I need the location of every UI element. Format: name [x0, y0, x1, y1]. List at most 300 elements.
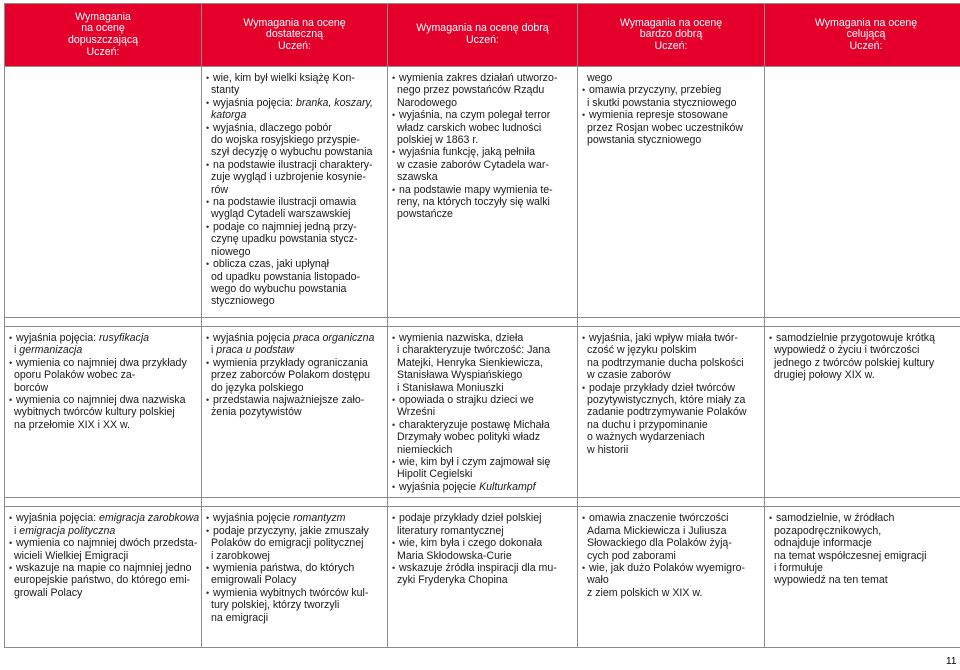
- bullet-item: [206, 525, 384, 537]
- term-text: praca organiczna: [293, 332, 375, 344]
- bullet-icon: •: [582, 85, 586, 96]
- line-text: wymienia co najmniej dwa nazwiska: [16, 394, 186, 407]
- bullet-icon: •: [9, 562, 13, 573]
- line-text: wymienia zakres działań utworzo-: [399, 72, 558, 84]
- table-cell: [388, 327, 578, 498]
- bullet-item: [206, 196, 384, 208]
- text-line: [769, 369, 960, 381]
- line-text: od upadku powstania listopado-: [211, 270, 361, 283]
- bullet-icon: •: [392, 419, 396, 430]
- bullet-item: [582, 512, 761, 524]
- line-text: wymienia przykłady ograniczania: [213, 356, 368, 369]
- text-line: [582, 369, 761, 381]
- bullet-icon: •: [582, 513, 586, 524]
- line-text: wyjaśnia pojęcia:: [16, 332, 100, 344]
- line-text: Matejki, Henryka Sienkiewicza,: [397, 356, 544, 369]
- text-line: [582, 97, 761, 109]
- header-line: Uczeń:: [278, 39, 311, 52]
- line-text: wymienia wybitnych twórców kul-: [213, 586, 369, 599]
- line-text: i: [14, 344, 20, 357]
- bullet-icon: •: [206, 525, 210, 536]
- line-text: podaje co najmniej jedną przy-: [213, 220, 357, 233]
- bullet-item: [582, 562, 761, 574]
- bullet-icon: •: [206, 562, 210, 573]
- term-text: emigracja zarobkowa: [99, 512, 200, 525]
- text-line: [206, 283, 384, 295]
- header-row: [5, 4, 960, 67]
- line-text: przedstawia najważniejsze zało-: [213, 394, 365, 407]
- line-text: zadanie podtrzymywanie Polaków: [587, 406, 747, 419]
- table-cell: [388, 67, 578, 318]
- text-line: [392, 574, 574, 586]
- line-text: charakteryzuje postawę Michała: [399, 418, 550, 431]
- text-line: [206, 134, 384, 146]
- line-text: cych pod zaborami: [587, 549, 676, 562]
- bullet-icon: •: [392, 457, 396, 468]
- line-text: i: [211, 344, 217, 357]
- line-text: wymienia państwa, do których: [213, 561, 355, 574]
- line-text: jednego z twórców polskiej kultury: [774, 356, 935, 369]
- line-text: styczniowego: [211, 295, 275, 308]
- line-text: do języka polskiego: [211, 381, 304, 394]
- text-line: [392, 357, 574, 369]
- bullet-item: [392, 332, 574, 344]
- text-line: [206, 599, 384, 611]
- text-line: [392, 550, 574, 562]
- bullet-item: [392, 419, 574, 431]
- text-line: [769, 550, 960, 562]
- table-cell: [5, 67, 202, 318]
- line-text: wyjaśnia pojęcia:: [16, 512, 100, 525]
- bullet-item: [392, 512, 574, 524]
- line-text: na przełomie XIX i XX w.: [14, 418, 130, 431]
- line-text: wego: [587, 72, 613, 84]
- line-text: wie, jak dużo Polaków wyemigro-: [589, 561, 746, 574]
- line-text: wypowiedź na ten temat: [774, 574, 888, 587]
- text-line: [582, 550, 761, 562]
- line-text: w historii: [587, 443, 629, 456]
- line-text: przez zaborców Polakom dostępu: [211, 369, 370, 382]
- header-line: Uczeń:: [86, 45, 120, 58]
- line-text: europejskie państwo, do którego emi-: [14, 574, 191, 587]
- line-text: growali Polacy: [14, 586, 83, 599]
- line-text: z ziem polskich w XIX w.: [587, 586, 703, 599]
- line-text: rów: [211, 183, 229, 196]
- line-text: oporu Polaków wobec za-: [14, 369, 136, 382]
- bullet-icon: •: [392, 333, 396, 343]
- bullet-item: [769, 512, 960, 524]
- bullet-icon: •: [206, 587, 210, 598]
- text-line: [769, 574, 960, 586]
- text-line: [582, 344, 761, 356]
- header-text: [765, 18, 960, 53]
- bullet-item: [206, 587, 384, 599]
- header-text: [578, 18, 764, 53]
- bullet-item: [392, 72, 574, 84]
- page-number: 11: [946, 656, 957, 667]
- header-cell-grade-6: [765, 4, 960, 67]
- header-line: Wymagania na ocenę: [243, 16, 346, 29]
- bullet-item: [582, 382, 761, 394]
- line-text: oblicza czas, jaki upłynął: [213, 258, 329, 271]
- line-text: Maria Skłodowska-Curie: [397, 549, 512, 562]
- header-line: Wymagania na ocenę dobrą: [416, 22, 549, 35]
- text-line: [392, 406, 574, 418]
- bullet-icon: •: [582, 110, 586, 121]
- line-text: wie, kim był wielki książę Kon-: [213, 72, 355, 84]
- term-text: Kulturkampf: [479, 480, 536, 493]
- bullet-item: [9, 394, 198, 406]
- term-text: branka, koszary,: [296, 96, 373, 109]
- line-text: wie, kim był i czym zajmował się: [399, 456, 551, 469]
- bullet-icon: •: [206, 159, 210, 170]
- term-text: katorga: [211, 109, 247, 122]
- table-cell: [765, 507, 960, 648]
- bullet-icon: •: [206, 259, 210, 270]
- header-line: dostateczną: [265, 28, 324, 41]
- line-text: do wojska rosyjskiego przyspie-: [211, 134, 360, 147]
- line-text: borców: [14, 381, 49, 394]
- text-line: [9, 550, 198, 562]
- bullet-item: [206, 512, 384, 524]
- line-text: na podtrzymanie ducha polskości: [587, 356, 744, 369]
- text-line: [582, 537, 761, 549]
- text-line: [206, 208, 384, 220]
- text-line: [206, 406, 384, 418]
- bullet-icon: •: [206, 97, 210, 108]
- header-line: Uczeń:: [466, 34, 499, 46]
- header-line: Wymagania na ocenę: [814, 16, 918, 29]
- bullet-icon: •: [392, 73, 396, 83]
- term-text: romantyzm: [293, 512, 346, 525]
- bullet-item: [392, 481, 574, 493]
- text-line: [392, 369, 574, 381]
- bullet-item: [392, 537, 574, 549]
- line-text: wyjaśnia pojęcie: [213, 512, 294, 525]
- line-text: Stanisława Wyspiańskiego: [397, 369, 523, 382]
- table-cell: [202, 327, 388, 498]
- line-text: na duchu i przypominanie: [587, 418, 708, 431]
- text-line: [582, 72, 761, 84]
- bullet-item: [392, 562, 574, 574]
- table-cell: [765, 67, 960, 318]
- bullet-item: [206, 159, 384, 171]
- header-text: [202, 18, 387, 53]
- line-text: na podstawie ilustracji omawia: [213, 196, 357, 209]
- line-text: żenia pozytywistów: [211, 406, 302, 419]
- line-text: wego do wybuchu powstania: [211, 282, 347, 295]
- line-text: opowiada o strajku dzieci we: [399, 394, 534, 407]
- table-cell: [5, 327, 202, 498]
- text-line: [582, 357, 761, 369]
- header-text: [388, 23, 577, 46]
- line-text: wyjaśnia pojęcia: [213, 332, 294, 344]
- text-line: [9, 406, 198, 418]
- line-text: podaje przykłady dzieł polskiej: [399, 512, 542, 525]
- text-line: [392, 171, 574, 183]
- text-line: [582, 122, 761, 134]
- table-row: [5, 67, 960, 318]
- line-text: wyjaśnia, jaki wpływ miała twór-: [589, 332, 738, 344]
- bullet-icon: •: [392, 395, 396, 406]
- header-cell-grade-2: [5, 4, 202, 67]
- bullet-icon: •: [392, 184, 396, 195]
- line-text: samodzielnie przygotowuje krótką: [776, 332, 935, 344]
- text-line: [582, 431, 761, 443]
- bullet-item: [206, 122, 384, 134]
- line-text: Adama Mickiewicza i Juliusza: [587, 524, 727, 537]
- line-text: Słowackiego dla Polaków żyją-: [587, 537, 732, 550]
- bullet-item: [582, 84, 761, 96]
- line-text: wskazuje źródła inspiracji dla mu-: [399, 561, 557, 574]
- text-line: [582, 419, 761, 431]
- table-cell: [578, 67, 765, 318]
- term-text: germanizacja: [19, 344, 83, 357]
- text-line: [392, 97, 574, 109]
- line-text: Narodowego: [397, 96, 458, 109]
- bullet-icon: •: [206, 513, 210, 524]
- line-text: wymienia co najmniej dwóch przedsta-: [16, 537, 198, 550]
- line-text: stanty: [211, 84, 240, 97]
- text-line: [206, 574, 384, 586]
- bullet-item: [392, 146, 574, 158]
- term-text: praca u podstaw: [216, 344, 295, 357]
- text-line: [9, 574, 198, 586]
- text-line: [392, 208, 574, 220]
- line-text: na podstawie ilustracji charaktery-: [213, 158, 373, 171]
- text-line: [206, 233, 384, 245]
- line-text: omawia przyczyny, przebieg: [589, 84, 722, 97]
- line-text: i skutki powstania styczniowego: [587, 96, 737, 109]
- table-row: [5, 507, 960, 648]
- requirements-table: [4, 3, 960, 648]
- line-text: polskiej w 1863 r.: [397, 134, 479, 147]
- line-text: Hipolit Cegielski: [397, 468, 473, 481]
- line-text: szawska: [397, 171, 438, 184]
- text-line: [582, 444, 761, 456]
- line-text: i zarobkowej: [211, 549, 270, 562]
- text-line: [582, 525, 761, 537]
- line-text: na podstawie mapy wymienia te-: [399, 183, 553, 196]
- bullet-item: [9, 512, 198, 524]
- line-text: wypowiedź o życiu i twórczości: [774, 344, 920, 357]
- bullet-icon: •: [392, 513, 396, 524]
- bullet-icon: •: [9, 395, 13, 406]
- header-line: Wymagania na ocenę: [619, 16, 723, 29]
- line-text: i Stanisława Moniuszki: [397, 381, 504, 394]
- line-text: nego przez powstańców Rządu: [397, 84, 545, 97]
- text-line: [392, 159, 574, 171]
- text-line: [582, 134, 761, 146]
- text-line: [392, 134, 574, 146]
- text-line: [582, 394, 761, 406]
- line-text: odnajduje informacje: [774, 537, 872, 550]
- text-line: [206, 246, 384, 258]
- line-text: wskazuje na mapie co najmniej jedno: [16, 561, 192, 574]
- line-text: wybitnych twórców kultury polskiej: [14, 406, 175, 419]
- line-text: wyjaśnia, dlaczego pobór: [213, 121, 332, 134]
- line-text: pozytywistycznych, które miały za: [587, 394, 746, 407]
- text-line: [206, 295, 384, 307]
- bullet-icon: •: [9, 538, 13, 549]
- text-line: [9, 382, 198, 394]
- text-line: [392, 525, 574, 537]
- text-line: [206, 612, 384, 624]
- line-text: emigrowali Polacy: [211, 574, 297, 587]
- line-text: Polaków do emigracji politycznej: [211, 537, 364, 550]
- bullet-icon: •: [582, 562, 586, 573]
- bullet-item: [392, 456, 574, 468]
- term-text: rusyfikacja: [99, 332, 150, 344]
- line-text: wymienia co najmniej dwa przykłady: [16, 356, 187, 369]
- line-text: o ważnych wydarzeniach: [587, 431, 705, 444]
- bullet-item: [206, 332, 384, 344]
- line-text: powstańcze: [397, 208, 453, 221]
- bullet-item: [206, 72, 384, 84]
- text-line: [206, 382, 384, 394]
- header-cell-grade-4: [388, 4, 578, 67]
- line-text: literatury romantycznej: [397, 524, 504, 537]
- table-row: [5, 327, 960, 498]
- line-text: wymienia represje stosowane: [589, 109, 728, 122]
- bullet-item: [392, 394, 574, 406]
- bullet-item: [206, 357, 384, 369]
- line-text: niemieckich: [397, 443, 453, 456]
- line-text: wie, kim była i czego dokonała: [399, 537, 543, 550]
- text-line: [206, 146, 384, 158]
- text-line: [769, 344, 960, 356]
- bullet-icon: •: [582, 382, 586, 393]
- line-text: wyjaśnia pojęcia:: [213, 96, 297, 109]
- line-text: wyjaśnia funkcję, jaką pełniła: [399, 146, 536, 159]
- text-line: [392, 382, 574, 394]
- text-line: [206, 84, 384, 96]
- table-cell: [5, 507, 202, 648]
- bullet-item: [206, 97, 384, 109]
- line-text: i formułuje: [774, 561, 823, 574]
- header-line: Wymagania: [75, 10, 131, 23]
- text-line: [9, 369, 198, 381]
- header-line: bardzo dobrą: [639, 28, 703, 41]
- bullet-icon: •: [582, 333, 586, 343]
- bullet-item: [9, 562, 198, 574]
- text-line: [582, 406, 761, 418]
- text-line: [769, 357, 960, 369]
- line-text: w czasie zaborów: [587, 369, 671, 382]
- text-line: [582, 587, 761, 599]
- line-text: wymienia nazwiska, dzieła: [399, 332, 524, 344]
- text-line: [206, 537, 384, 549]
- line-text: reny, na których toczyły się walki: [397, 196, 550, 209]
- line-text: wygląd Cytadeli warszawskiej: [211, 208, 351, 221]
- table-cell: [388, 507, 578, 648]
- line-text: władz carskich wobec ludności: [397, 121, 542, 134]
- line-text: czynę upadku powstania stycz-: [211, 233, 358, 246]
- bullet-icon: •: [9, 357, 13, 368]
- header-cell-grade-3: [202, 4, 388, 67]
- bullet-icon: •: [392, 481, 396, 492]
- line-text: omawia znaczenie twórczości: [589, 512, 729, 525]
- line-text: wicieli Wielkiej Emigracji: [14, 549, 129, 562]
- text-line: [206, 344, 384, 356]
- bullet-icon: •: [392, 110, 396, 121]
- bullet-icon: •: [206, 333, 210, 343]
- text-line: [769, 537, 960, 549]
- bullet-icon: •: [392, 538, 396, 549]
- text-line: [206, 271, 384, 283]
- line-text: i: [14, 524, 20, 537]
- line-text: wyjaśnia, na czym polegał terror: [399, 109, 551, 122]
- line-text: przez Rosjan wobec uczestników: [587, 121, 744, 134]
- text-line: [392, 196, 574, 208]
- bullet-icon: •: [769, 513, 773, 524]
- bullet-icon: •: [206, 122, 210, 133]
- line-text: na emigracji: [211, 611, 269, 624]
- bullet-icon: •: [206, 221, 210, 232]
- line-text: pozapodręcznikowych,: [774, 524, 882, 537]
- bullet-item: [206, 394, 384, 406]
- bullet-item: [9, 357, 198, 369]
- bullet-icon: •: [9, 513, 13, 524]
- text-line: [9, 419, 198, 431]
- text-line: [582, 574, 761, 586]
- table-cell: [202, 507, 388, 648]
- line-text: Wrześni: [397, 406, 436, 419]
- bullet-icon: •: [392, 562, 396, 573]
- line-text: i charakteryzuje twórczość: Jana: [397, 344, 551, 357]
- bullet-item: [206, 258, 384, 270]
- line-text: wało: [587, 574, 609, 587]
- bullet-icon: •: [9, 333, 13, 343]
- text-line: [206, 171, 384, 183]
- table-cell: [578, 507, 765, 648]
- table-cell: [765, 327, 960, 498]
- text-line: [392, 431, 574, 443]
- bullet-item: [582, 332, 761, 344]
- text-line: [392, 344, 574, 356]
- line-text: szył decyzję o wybuchu powstania: [211, 146, 373, 159]
- text-line: [206, 109, 384, 121]
- row-spacer: [5, 498, 960, 507]
- header-line: dopuszczającą: [67, 34, 139, 46]
- header-line: na ocenę: [81, 22, 125, 35]
- header-line: Uczeń:: [654, 39, 688, 52]
- text-line: [206, 184, 384, 196]
- header-text: [5, 12, 201, 58]
- text-line: [769, 562, 960, 574]
- header-cell-grade-5: [578, 4, 765, 67]
- bullet-item: [769, 332, 960, 344]
- line-text: drugiej połowy XIX w.: [774, 369, 875, 382]
- line-text: na temat współczesnej emigracji: [774, 549, 927, 562]
- text-line: [392, 468, 574, 480]
- text-line: [769, 525, 960, 537]
- line-text: tury polskiej, którzy tworzyli: [211, 599, 340, 612]
- bullet-icon: •: [206, 357, 210, 368]
- text-line: [392, 444, 574, 456]
- bullet-item: [582, 109, 761, 121]
- bullet-item: [206, 221, 384, 233]
- line-text: samodzielnie, w źródłach: [776, 512, 895, 525]
- bullet-item: [206, 562, 384, 574]
- line-text: podaje przykłady dzieł twórców: [589, 381, 736, 394]
- bullet-item: [9, 332, 198, 344]
- table-cell: [578, 327, 765, 498]
- line-text: zuje wygląd i uzbrojenie kosynie-: [211, 171, 366, 184]
- row-spacer: [5, 318, 960, 327]
- bullet-icon: •: [392, 147, 396, 158]
- table-cell: [202, 67, 388, 318]
